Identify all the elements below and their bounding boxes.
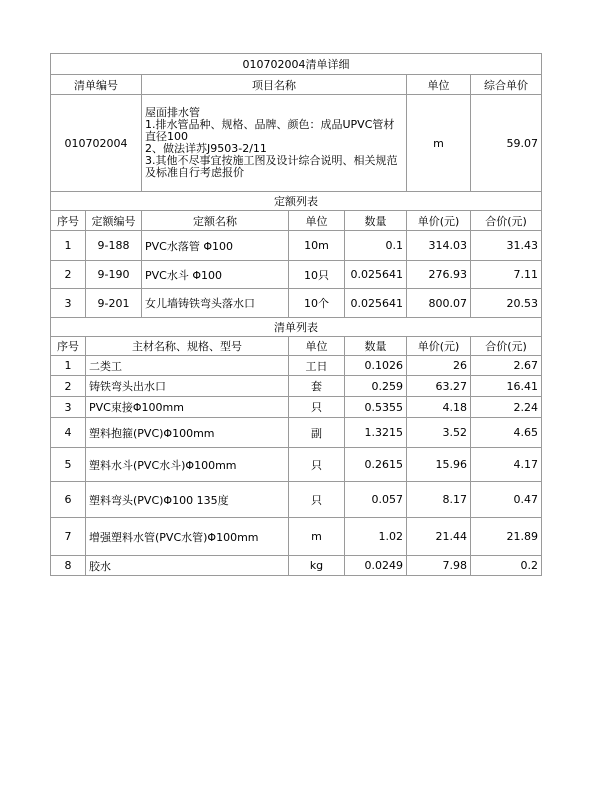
- quota-header-row: [51, 211, 542, 231]
- quota-header-no: 序号: [51, 211, 86, 231]
- material-total: 21.89: [471, 518, 542, 556]
- material-header-no: 序号: [51, 337, 86, 356]
- table-title: 010702004清单详细: [51, 54, 542, 75]
- material-qty: 0.057: [345, 482, 407, 518]
- header-code: 清单编号: [51, 75, 142, 95]
- quota-price: 800.07: [407, 289, 471, 318]
- quota-no: 2: [51, 261, 86, 289]
- material-total: 4.65: [471, 418, 542, 448]
- material-unit: 只: [289, 397, 345, 418]
- material-qty: 0.0249: [345, 556, 407, 576]
- quota-total: 20.53: [471, 289, 542, 318]
- material-total: 4.17: [471, 448, 542, 482]
- material-total: 0.2: [471, 556, 542, 576]
- quota-name: PVC水斗 Φ100: [142, 261, 289, 289]
- material-name: 铸铁弯头出水口: [86, 376, 289, 397]
- material-qty: 0.1026: [345, 356, 407, 376]
- material-name: 增强塑料水管(PVC水管)Φ100mm: [86, 518, 289, 556]
- material-name: PVC束接Φ100mm: [86, 397, 289, 418]
- quota-no: 1: [51, 231, 86, 261]
- material-no: 6: [51, 482, 86, 518]
- quota-header-total: 合价(元): [471, 211, 542, 231]
- material-unit: 套: [289, 376, 345, 397]
- quota-header-code: 定额编号: [86, 211, 142, 231]
- material-qty: 1.3215: [345, 418, 407, 448]
- material-total: 2.24: [471, 397, 542, 418]
- material-unit: 副: [289, 418, 345, 448]
- material-unit: 只: [289, 482, 345, 518]
- header-row: [51, 75, 542, 95]
- quota-section-row: [51, 192, 542, 211]
- quota-unit: 10m: [289, 231, 345, 261]
- quota-section-title: 定额列表: [51, 192, 542, 211]
- material-row: [51, 397, 542, 418]
- item-unit: m: [407, 95, 471, 192]
- quota-header-name: 定额名称: [142, 211, 289, 231]
- material-unit: kg: [289, 556, 345, 576]
- material-price: 3.52: [407, 418, 471, 448]
- header-unit: 单位: [407, 75, 471, 95]
- material-row: [51, 418, 542, 448]
- material-row: [51, 556, 542, 576]
- material-header-unit: 单位: [289, 337, 345, 356]
- material-no: 8: [51, 556, 86, 576]
- quota-unit: 10只: [289, 261, 345, 289]
- material-qty: 0.5355: [345, 397, 407, 418]
- material-row: [51, 482, 542, 518]
- material-qty: 0.2615: [345, 448, 407, 482]
- quota-total: 7.11: [471, 261, 542, 289]
- material-row: [51, 376, 542, 397]
- quota-code: 9-190: [86, 261, 142, 289]
- quota-row: [51, 261, 542, 289]
- quota-header-qty: 数量: [345, 211, 407, 231]
- quota-no: 3: [51, 289, 86, 318]
- item-description: 屋面排水管 1.排水管品种、规格、品牌、颜色：成品UPVC管材直径100 2、做法详苏J9503-2/11 3.其他不尽事宜按施工图及设计综合说明、相关规范及标准自行考虑报价: [142, 95, 407, 192]
- quota-header-price: 单价(元): [407, 211, 471, 231]
- header-price: 综合单价: [471, 75, 542, 95]
- title-row: [51, 54, 542, 75]
- material-total: 2.67: [471, 356, 542, 376]
- quota-name: 女儿墙铸铁弯头落水口: [142, 289, 289, 318]
- material-unit: m: [289, 518, 345, 556]
- material-no: 1: [51, 356, 86, 376]
- material-row: [51, 518, 542, 556]
- item-code: 010702004: [51, 95, 142, 192]
- material-price: 63.27: [407, 376, 471, 397]
- material-row: [51, 448, 542, 482]
- quota-price: 276.93: [407, 261, 471, 289]
- material-price: 8.17: [407, 482, 471, 518]
- material-qty: 1.02: [345, 518, 407, 556]
- material-name: 胶水: [86, 556, 289, 576]
- quota-row: [51, 289, 542, 318]
- material-header-name: 主材名称、规格、型号: [86, 337, 289, 356]
- quota-code: 9-188: [86, 231, 142, 261]
- material-header-price: 单价(元): [407, 337, 471, 356]
- material-name: 塑料水斗(PVC水斗)Φ100mm: [86, 448, 289, 482]
- material-qty: 0.259: [345, 376, 407, 397]
- material-name: 二类工: [86, 356, 289, 376]
- material-no: 5: [51, 448, 86, 482]
- material-section-row: [51, 318, 542, 337]
- material-total: 16.41: [471, 376, 542, 397]
- quota-row: [51, 231, 542, 261]
- quota-qty: 0.1: [345, 231, 407, 261]
- material-no: 7: [51, 518, 86, 556]
- quota-price: 314.03: [407, 231, 471, 261]
- material-no: 3: [51, 397, 86, 418]
- material-header-row: [51, 337, 542, 356]
- quota-total: 31.43: [471, 231, 542, 261]
- material-header-qty: 数量: [345, 337, 407, 356]
- material-no: 2: [51, 376, 86, 397]
- material-unit: 工日: [289, 356, 345, 376]
- material-section-title: 清单列表: [51, 318, 542, 337]
- quota-unit: 10个: [289, 289, 345, 318]
- material-price: 21.44: [407, 518, 471, 556]
- item-price: 59.07: [471, 95, 542, 192]
- quota-header-unit: 单位: [289, 211, 345, 231]
- bill-detail-table: [50, 53, 542, 576]
- quota-qty: 0.025641: [345, 289, 407, 318]
- material-price: 26: [407, 356, 471, 376]
- material-row: [51, 356, 542, 376]
- material-header-total: 合价(元): [471, 337, 542, 356]
- quota-name: PVC水落管 Φ100: [142, 231, 289, 261]
- material-total: 0.47: [471, 482, 542, 518]
- material-unit: 只: [289, 448, 345, 482]
- material-price: 7.98: [407, 556, 471, 576]
- material-name: 塑料弯头(PVC)Φ100 135度: [86, 482, 289, 518]
- material-price: 4.18: [407, 397, 471, 418]
- material-no: 4: [51, 418, 86, 448]
- item-row: [51, 95, 542, 192]
- header-name: 项目名称: [142, 75, 407, 95]
- material-name: 塑料抱箍(PVC)Φ100mm: [86, 418, 289, 448]
- quota-code: 9-201: [86, 289, 142, 318]
- quota-qty: 0.025641: [345, 261, 407, 289]
- material-price: 15.96: [407, 448, 471, 482]
